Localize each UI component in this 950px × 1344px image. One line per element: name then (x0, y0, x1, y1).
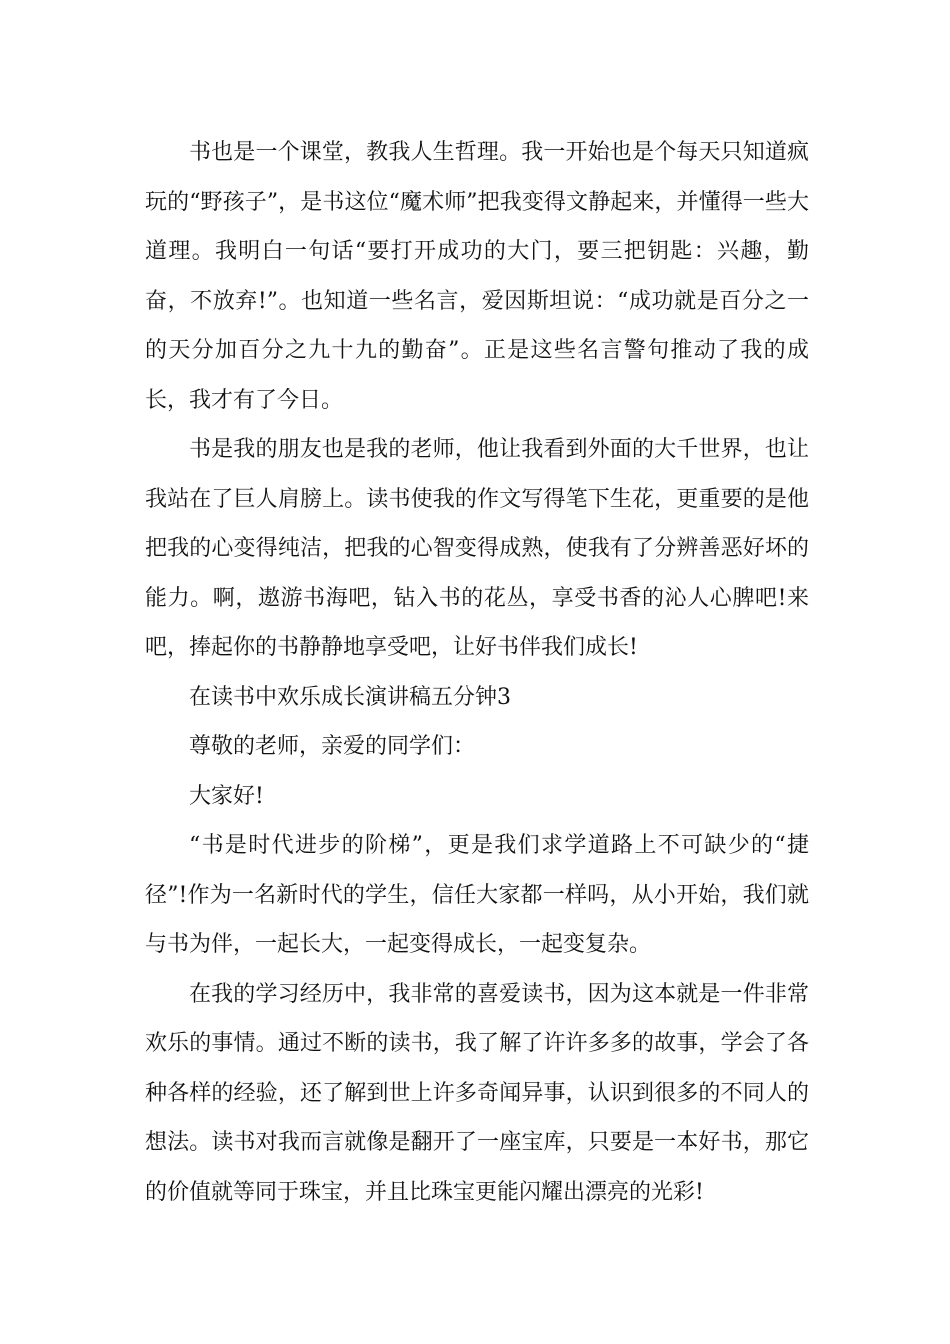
document-body (145, 128, 809, 1217)
paragraph-book-friend-teacher: 书是我的朋友也是我的老师，他让我看到外面的大千世界，也让我站在了巨人肩膀上。读书使我的作文写得笔下生花，更重要的是他把我的心变得纯洁，把我的心智变得成熟，使我有了分辨善恶好坏的能力。啊，遨游书海吧，钻入书的花丛，享受书香的沁人心脾吧!来吧，捧起你的书静静地享受吧，让好书伴我们成长! (145, 437, 809, 660)
paragraph-learning-experience: 在我的学习经历中，我非常的喜爱读书，因为这本就是一件非常欢乐的事情。通过不断的读书，我了解了许许多多的故事，学会了各种各样的经验，还了解到世上许多奇闻异事，认识到很多的不同人的想法。读书对我而言就像是翻开了一座宝库，只要是一本好书，那它的价值就等同于珠宝，并且比珠宝更能闪耀出漂亮的光彩! (145, 981, 809, 1205)
greeting: 大家好! (189, 783, 264, 809)
paragraph-book-ladder: “书是时代进步的阶梯”，更是我们求学道路上不可缺少的“捷径”!作为一名新时代的学生，信任大家都一样吗，从小开始，我们就与书为伴，一起长大，一起变得成长，一起变复杂。 (145, 833, 809, 957)
salutation: 尊敬的老师，亲爱的同学们： (189, 734, 476, 759)
speech-title: 在读书中欢乐成长演讲稿五分钟3 (189, 684, 511, 710)
paragraph-book-classroom: 书也是一个课堂，教我人生哲理。我一开始也是个每天只知道疯玩的“野孩子”，是书这位“魔术师”把我变得文静起来，并懂得一些大道理。我明白一句话“要打开成功的大门，要三把钥匙：兴趣，勤奋，不放弃!”。也知道一些名言，爱因斯坦说：“成功就是百分之一的天分加百分之九十九的勤奋”。正是这些名言警句推动了我的成长，我才有了今日。 (145, 140, 809, 413)
